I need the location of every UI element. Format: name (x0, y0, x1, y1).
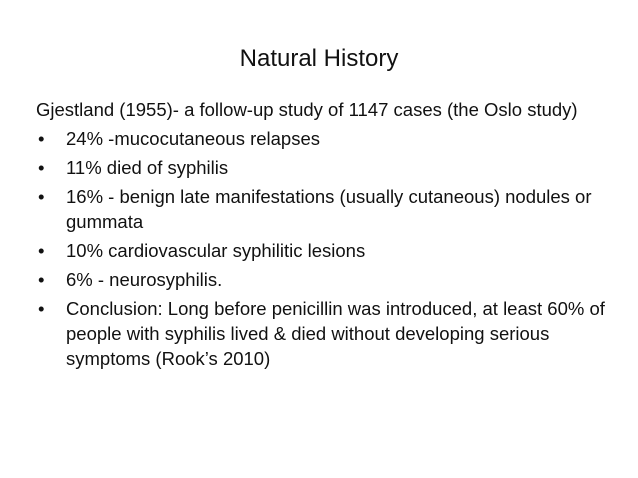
bullet-icon: • (38, 186, 45, 207)
bullet-icon: • (38, 128, 45, 149)
bullet-list (36, 126, 616, 371)
slide-body (36, 97, 616, 375)
bullet-text: 16% - benign late manifestations (usually cutaneous) nodules or gummata (66, 186, 592, 232)
list-item (36, 296, 616, 371)
list-item (36, 184, 616, 234)
list-item (36, 155, 616, 180)
list-item (36, 126, 616, 151)
list-item (36, 238, 616, 263)
bullet-icon: • (38, 298, 45, 319)
bullet-text: 24% -mucocutaneous relapses (66, 128, 321, 149)
slide-title: Natural History (239, 45, 399, 72)
bullet-text: Conclusion: Long before penicillin was introduced, at least 60% of people with syphilis lived & died without developing serious symptoms (Rook’s 2010) (66, 298, 605, 369)
bullet-text: 6% - neurosyphilis. (66, 269, 223, 290)
bullet-text: 11% died of syphilis (66, 157, 229, 178)
bullet-icon: • (38, 240, 45, 261)
list-item (36, 267, 616, 292)
bullet-text: 10% cardiovascular syphilitic lesions (66, 240, 366, 261)
bullet-icon: • (38, 269, 45, 290)
intro-text: Gjestland (1955)- a follow-up study of 1147 cases (the Oslo study) (36, 99, 578, 120)
bullet-icon: • (38, 157, 45, 178)
